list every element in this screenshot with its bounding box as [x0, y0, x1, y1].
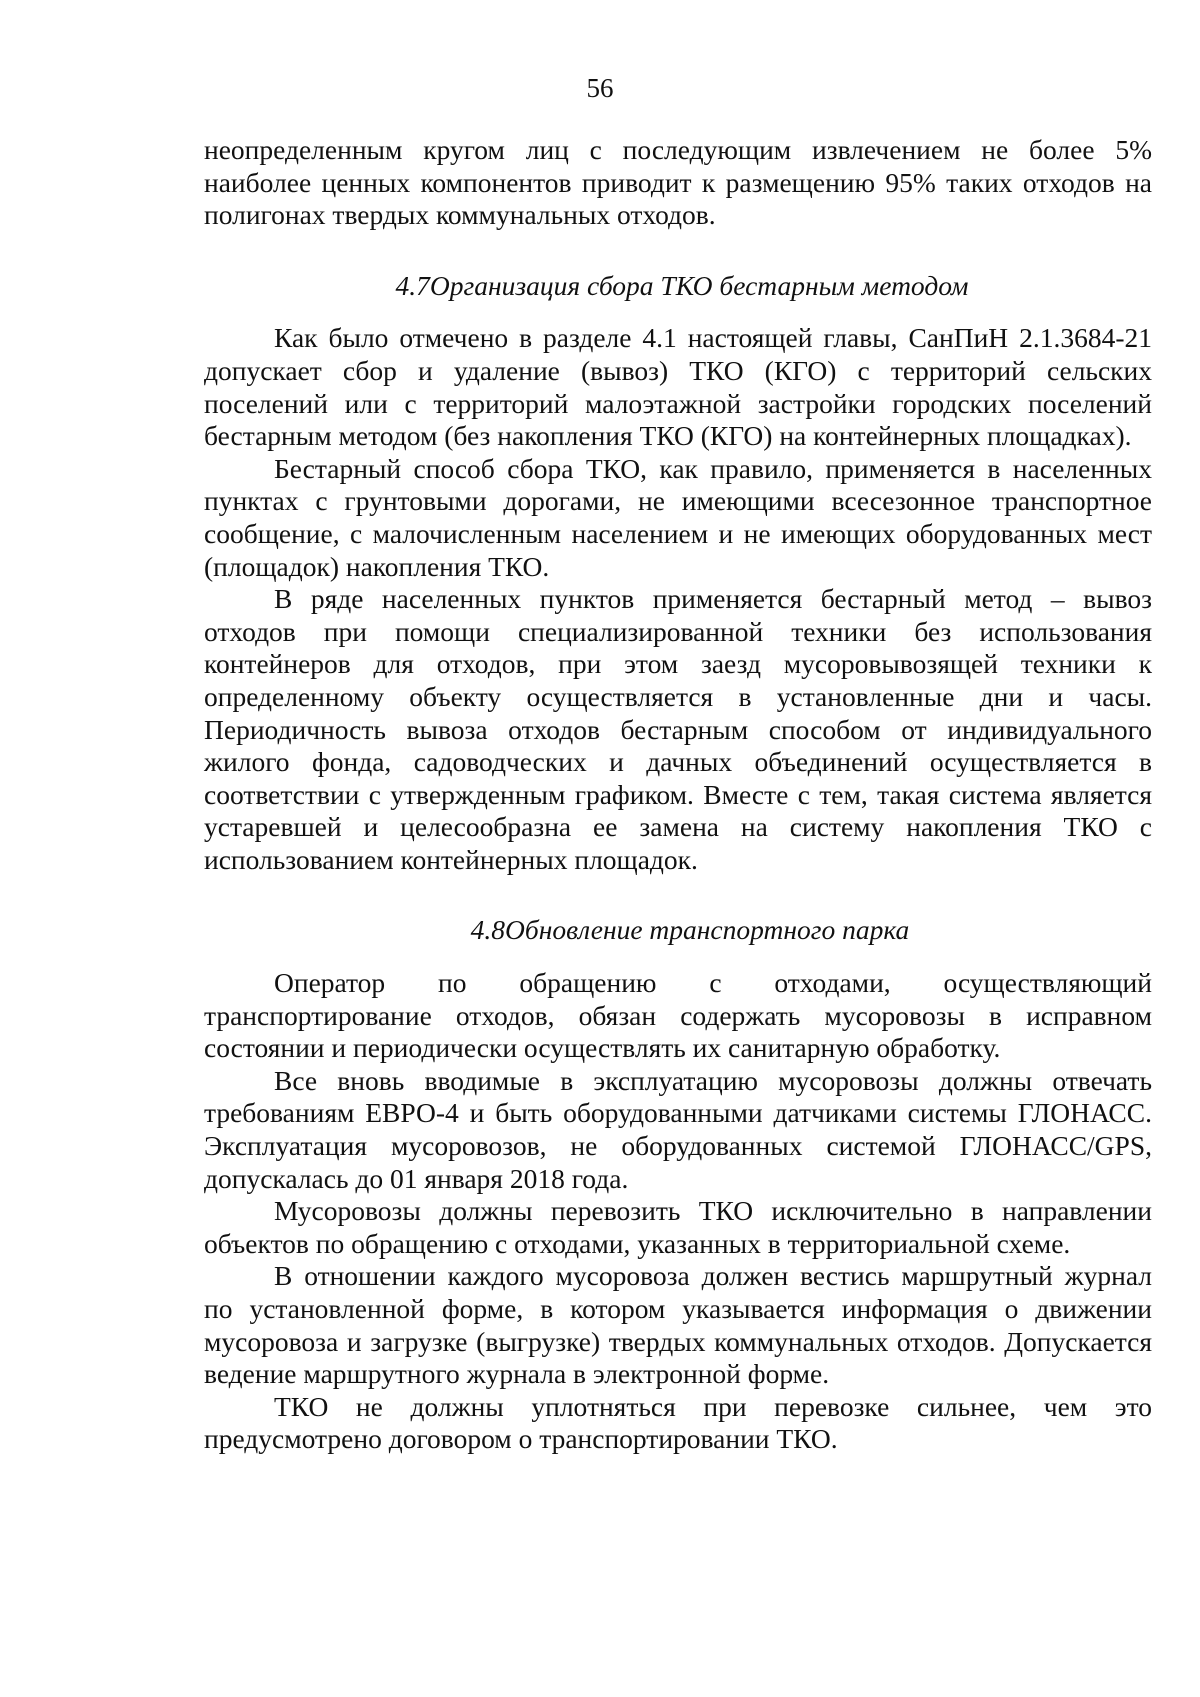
section-4-8-heading: 4.8Обновление транспортного парка — [470, 914, 910, 946]
page-number: 56 — [586, 73, 614, 103]
section-4-7-heading-block — [204, 270, 1152, 303]
section-4-8-heading-block — [204, 914, 1152, 947]
section-4-7-heading: 4.7Организация сбора ТКО бестарным методом — [395, 269, 969, 301]
section-4-8-paragraph-5: ТКО не должны уплотняться при перевозке сильнее, чем это предусмотрено договором о транспортировании ТКО. — [204, 1390, 1152, 1455]
section-4-8-paragraph-4: В отношении каждого мусоровоза должен вестись маршрутный журнал по установленной форме, в котором указывается информация о движении мусоровоза и загрузке (выгрузке) твердых коммунальных отходов. Допускается ведение маршрутного журнала в электронной форме. — [204, 1260, 1152, 1390]
page-content — [204, 134, 1152, 1456]
section-4-8-paragraph-1: Оператор по обращению с отходами, осуществляющий транспортирование отходов, обязан содержать мусоровозы в исправном состоянии и периодически осуществлять их санитарную обработку. — [204, 967, 1152, 1064]
section-4-7-paragraph-2: Бестарный способ сбора ТКО, как правило, применяется в населенных пунктах с грунтовыми дорогами, не имеющими всесезонное транспортное сообщение, с малочисленным населением и не имеющих оборудованных мест (площадок) накопления ТКО. — [204, 452, 1152, 582]
section-4-7-paragraph-1: Как было отмечено в разделе 4.1 настоящей главы, СанПиН 2.1.3684-21 допускает сбор и удаление (вывоз) ТКО (КГО) с территорий сельских поселений или с территорий малоэтажной застройки городских поселений бестарным методом (без накопления ТКО (КГО) на контейнерных площадках). — [204, 322, 1152, 452]
section-4-8-paragraph-3: Мусоровозы должны перевозить ТКО исключительно в направлении объектов по обращению с отходами, указанных в территориальной схеме. — [204, 1195, 1152, 1259]
intro-paragraph: неопределенным кругом лиц с последующим извлечением не более 5% наиболее ценных компонентов приводит к размещению 95% таких отходов на полигонах твердых коммунальных отходов. — [204, 134, 1152, 231]
section-4-8-paragraph-2: Все вновь вводимые в эксплуатацию мусоровозы должны отвечать требованиям ЕВРО-4 и быть оборудованными датчиками системы ГЛОНАСС. Эксплуатация мусоровозов, не оборудованных системой ГЛОНАСС/GPS, допускалась до 01 января 2018 года. — [204, 1064, 1152, 1194]
section-4-7-paragraph-3: В ряде населенных пунктов применяется бестарный метод – вывоз отходов при помощи специализированной техники без использования контейнеров для отходов, при этом заезд мусоровывозящей техники к определенному объекту осуществляется в установленные дни и часы. Периодичность вывоза отходов бестарным способом от индивидуального жилого фонда, садоводческих и дачных объединений осуществляется в соответствии с утвержденным графиком. Вместе с тем, такая система является устаревшей и целесообразна ее замена на систему накопления ТКО с использованием контейнерных площадок. — [204, 583, 1152, 875]
